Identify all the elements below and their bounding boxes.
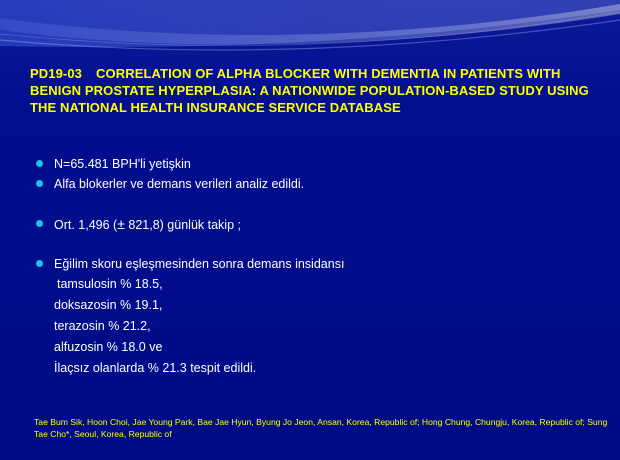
incidence-tamsulosin: tamsulosin % 18.5, (57, 277, 163, 291)
bullet-analysis: Alfa blokerler ve demans verileri analiz edildi. (36, 174, 596, 194)
bullet-dementia-incidence: Eğilim skoru eşleşmesinden sonra demans insidansı (36, 254, 596, 274)
incidence-alfuzosin: alfuzosin % 18.0 ve (54, 340, 163, 354)
bullet-followup: Ort. 1,496 (± 821,8) günlük takip ; (36, 214, 596, 234)
abstract-code: PD19-03 (30, 66, 83, 81)
plus-minus-symbol: ± (117, 216, 125, 232)
bullet-dot-icon (36, 180, 43, 187)
header-swoosh-decoration (0, 0, 620, 62)
bullet-sample-size: N=65.481 BPH'li yetişkin (36, 154, 596, 174)
findings-list (36, 154, 596, 379)
bullet-dot-icon (36, 260, 43, 267)
slide-title (30, 65, 600, 116)
incidence-no-drug: İlaçsız olanlarda % 21.3 tespit edildi. (54, 361, 257, 375)
bullet-dot-icon (36, 220, 43, 227)
incidence-terazosin: terazosin % 21.2, (54, 319, 151, 333)
bullet-dot-icon (36, 160, 43, 167)
authors-affiliations: Tae Bum Sik, Hoon Choi, Jae Young Park, Bae Jae Hyun, Byung Jo Jeon, Ansan, Korea, Republic of; Hong Chung, Chungju, Korea, Republic of; Sung Tae Cho*, Seoul, Korea, Republic of (34, 417, 608, 439)
incidence-doxazosin: doksazosin % 19.1, (54, 298, 163, 312)
abstract-title: CORRELATION OF ALPHA BLOCKER WITH DEMENTIA IN PATIENTS WITH BENIGN PROSTATE HYPERPLASIA: A NATIONWIDE POPULATION-BASED STUDY USING THE NATIONAL HEALTH INSURANCE SERVICE DATABASE (30, 66, 589, 115)
